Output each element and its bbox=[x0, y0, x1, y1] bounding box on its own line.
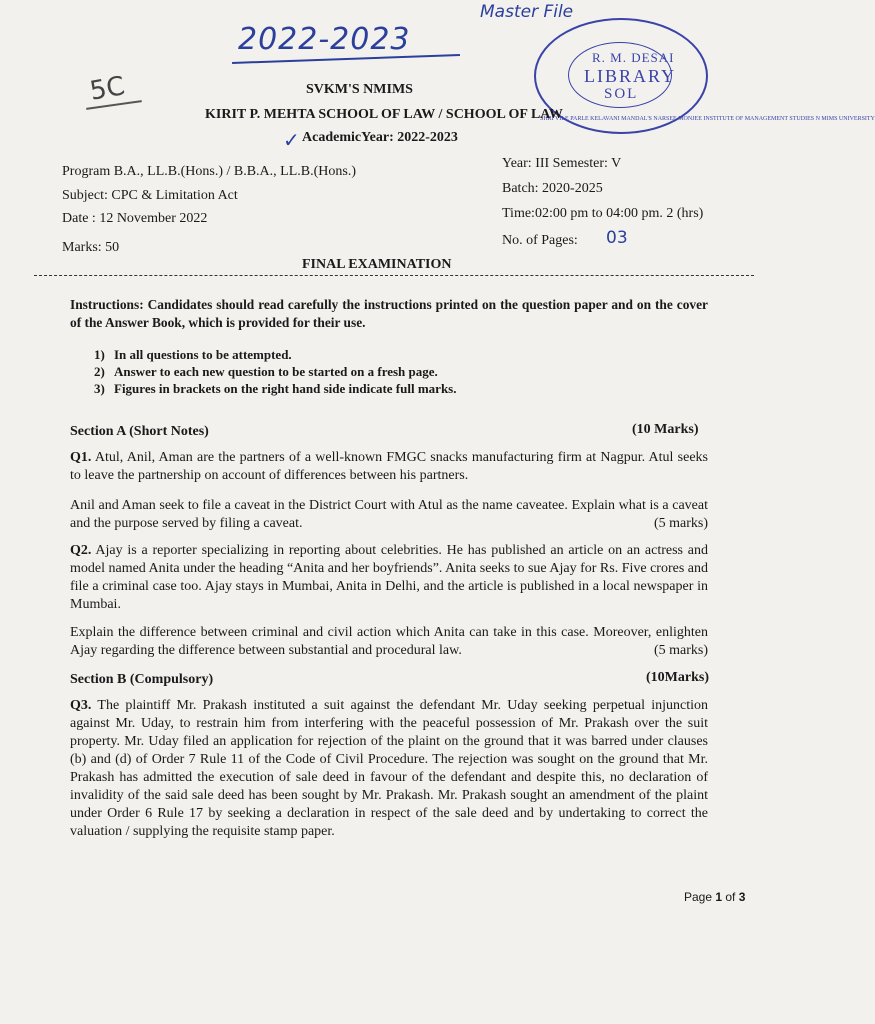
handwritten-pages: 03 bbox=[606, 228, 628, 248]
stamp-line-3: SOL bbox=[604, 86, 639, 102]
stamp-line-2: LIBRARY bbox=[584, 66, 677, 86]
handwritten-master-file: Master File bbox=[480, 2, 574, 22]
subject: Subject: CPC & Limitation Act bbox=[62, 188, 238, 203]
q2-text-2: Explain the difference between criminal and civil action which Anita can take in this case. Moreover, enlighten Ajay regarding the difference between substantial and procedural law. bbox=[70, 625, 708, 658]
section-b-title: Section B (Compulsory) bbox=[70, 672, 214, 687]
page-total: 3 bbox=[738, 890, 746, 904]
check-mark: ✓ bbox=[283, 128, 300, 152]
instruction-2-num: 2) bbox=[94, 364, 105, 379]
instruction-3-text: Figures in brackets on the right hand side indicate full marks. bbox=[114, 381, 457, 396]
q2-marks: (5 marks) bbox=[653, 643, 708, 658]
instruction-2-text: Answer to each new question to be started on a fresh page. bbox=[114, 364, 438, 379]
section-a-title: Section A (Short Notes) bbox=[70, 424, 209, 439]
instruction-1-text: In all questions to be attempted. bbox=[114, 347, 292, 362]
year-semester: Year: III Semester: V bbox=[502, 156, 622, 171]
instruction-1 bbox=[94, 347, 292, 363]
q1-label: Q1. bbox=[70, 450, 92, 465]
q1-text-1: Atul, Anil, Aman are the partners of a well-known FMGC snacks manufacturing firm at Nagpur. Atul seeks to leave the partnership on account of differences between his partners. bbox=[70, 450, 708, 483]
stamp-ring-text: SHRI VILE PARLE KELAVANI MANDAL'S NARSEE MONJEE INSTITUTE OF MANAGEMENT STUDIES N MIMS UNIVERSITY bbox=[540, 116, 875, 122]
exam-title: FINAL EXAMINATION bbox=[302, 257, 452, 272]
instruction-3-num: 3) bbox=[94, 381, 105, 396]
university-name: SVKM'S NMIMS bbox=[306, 82, 413, 97]
page-of: of bbox=[722, 890, 739, 904]
stamp-line-1: R. M. DESAI bbox=[592, 50, 675, 65]
program: Program B.A., LL.B.(Hons.) / B.B.A., LL.B.(Hons.) bbox=[62, 164, 356, 179]
q2-label: Q2. bbox=[70, 543, 92, 558]
header-divider bbox=[34, 275, 754, 276]
page-current: 1 bbox=[715, 890, 723, 904]
school-name: KIRIT P. MEHTA SCHOOL OF LAW / SCHOOL OF LAW bbox=[205, 107, 563, 122]
handwritten-year: 2022-2023 bbox=[238, 22, 411, 57]
instruction-3 bbox=[94, 381, 456, 397]
section-a-marks: (10 Marks) bbox=[632, 422, 699, 437]
q2-paragraph-2 bbox=[70, 624, 708, 660]
handwritten-sc-mark: 5C bbox=[87, 71, 128, 107]
page-prefix: Page bbox=[684, 890, 716, 904]
section-b-marks: (10Marks) bbox=[646, 670, 709, 685]
instructions-intro: Instructions: Candidates should read carefully the instructions printed on the question paper and on the cover of the Answer Book, which is provided for their use. bbox=[70, 297, 708, 330]
q1-paragraph-2 bbox=[70, 497, 708, 533]
q3-label: Q3. bbox=[70, 698, 92, 713]
q1-text-2: Anil and Aman seek to file a caveat in the District Court with Atul as the name caveatee. Explain what is a caveat and the purpose served by filing a caveat. bbox=[70, 498, 708, 531]
batch: Batch: 2020-2025 bbox=[502, 181, 603, 196]
q2-text-1: Ajay is a reporter specializing in reporting about celebrities. He has published an article on an actress and model named Anita under the heading “Anita and her boyfriends”. Anita seeks to sue Ajay for Rs. Five crores and file a criminal case too. Ajay stays in Mumbai, Anita in Delhi, and the article is published in a local newspaper in Mumbai. bbox=[70, 543, 708, 612]
instruction-1-num: 1) bbox=[94, 347, 105, 362]
pages-label: No. of Pages: bbox=[502, 233, 578, 248]
page-number bbox=[684, 890, 745, 904]
q3-paragraph bbox=[70, 697, 708, 841]
exam-time: Time:02:00 pm to 04:00 pm. 2 (hrs) bbox=[502, 206, 704, 221]
q1-paragraph-1 bbox=[70, 449, 708, 485]
instruction-2 bbox=[94, 364, 438, 380]
exam-date: Date : 12 November 2022 bbox=[62, 211, 208, 226]
q1-marks: (5 marks) bbox=[653, 516, 708, 531]
q3-text: The plaintiff Mr. Prakash instituted a suit against the defendant Mr. Uday seeking perpetual injunction against Mr. Uday, to restrain him from interfering with the peaceful possession of Mr. Prakash over the suit property. Mr. Uday filed an application for rejection of the plaint on the ground that it was barred under clauses (b) and (d) of Order 7 Rule 11 of the Code of Civil Procedure. The rejection was sought on the ground that Mr. Prakash has admitted the execution of sale deed in favour of the defendant and despite this, no declaration of invalidity of the said sale deed has been sought by Mr. Prakash. Mr. Prakash sought an amendment of the plaint under Order 6 Rule 17 by seeking a declaration in respect of the sale deed and by undertaking to correct the valuation / supplying the requisite stamp paper. bbox=[70, 698, 709, 839]
q2-paragraph-1 bbox=[70, 542, 708, 614]
academic-year: AcademicYear: 2022-2023 bbox=[302, 130, 458, 145]
total-marks: Marks: 50 bbox=[62, 240, 120, 255]
